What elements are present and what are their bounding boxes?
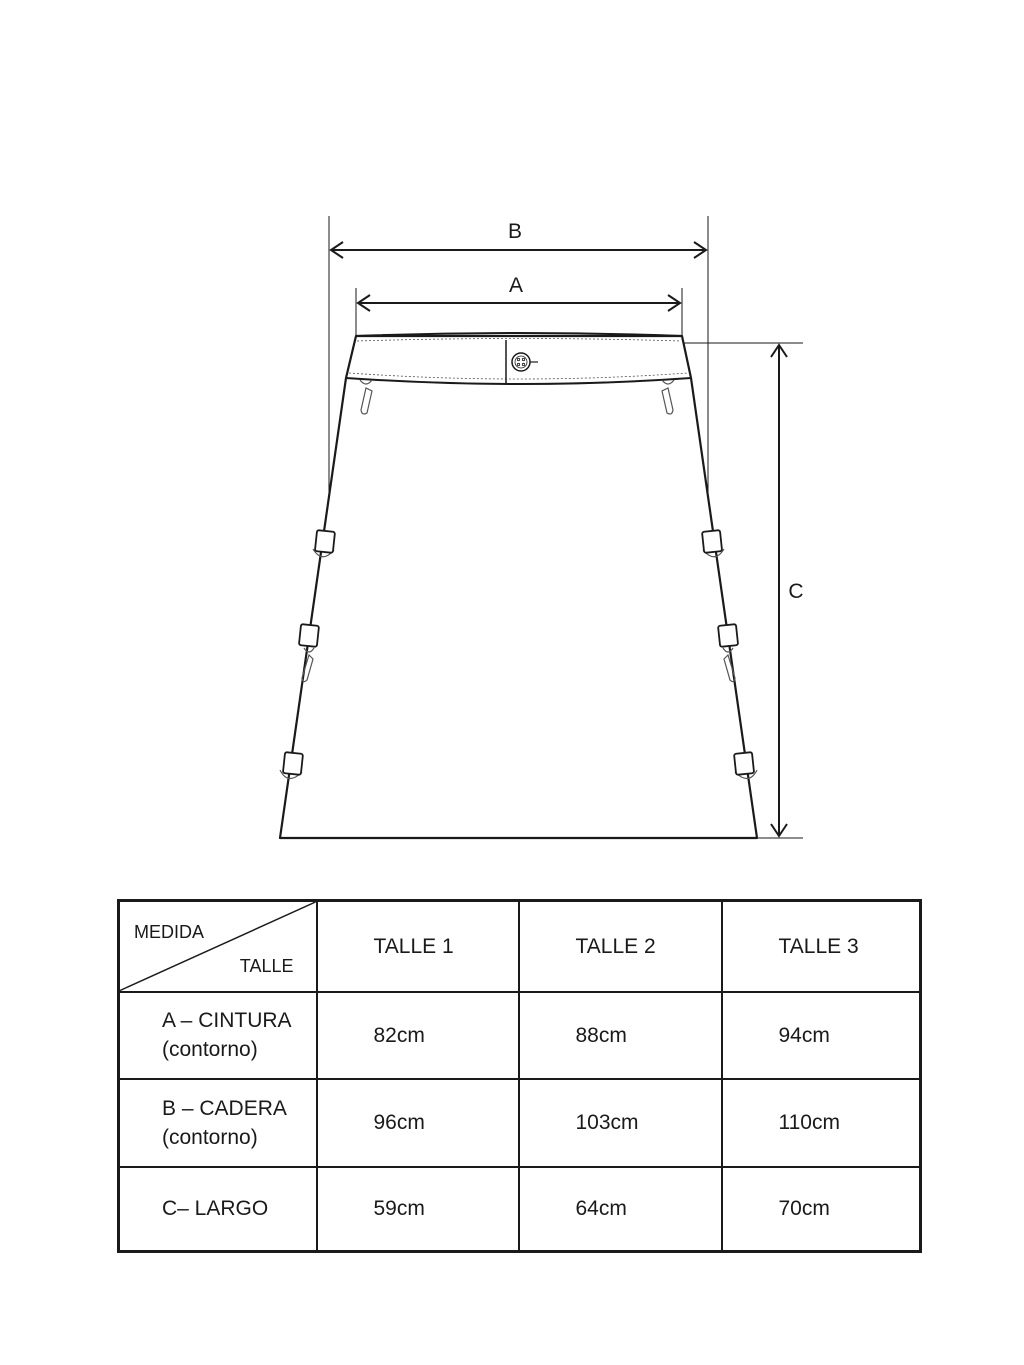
size-chart-table xyxy=(117,899,922,1253)
dimension-c-arrow xyxy=(771,345,787,836)
corner-cell xyxy=(119,901,317,992)
side-tab-icon-left-3 xyxy=(280,752,303,778)
corner-label-medida: MEDIDA xyxy=(134,922,205,942)
value-cell: 110cm xyxy=(722,1079,921,1167)
table-row xyxy=(119,1167,921,1252)
row-label-line: (contorno) xyxy=(162,1038,258,1061)
side-tab-icon-right-1 xyxy=(702,530,724,557)
value-cell: 88cm xyxy=(519,992,722,1079)
dimension-b-arrow xyxy=(331,242,706,258)
row-label-line: (contorno) xyxy=(162,1125,258,1149)
header-talle-3: TALLE 3 xyxy=(722,901,921,992)
dimension-a-label: A xyxy=(508,274,524,297)
row-label-line: A – CINTURA xyxy=(162,1009,292,1032)
table-header-row xyxy=(119,901,921,992)
skirt-outline xyxy=(280,336,757,838)
value-cell: 70cm xyxy=(722,1167,921,1252)
dimension-a-arrow xyxy=(358,295,680,311)
header-talle-2: TALLE 2 xyxy=(519,901,722,992)
corner-label-talle: TALLE xyxy=(239,955,294,976)
row-label-line: B – CADERA xyxy=(162,1096,287,1120)
dimension-b-label: B xyxy=(507,220,523,243)
row-label-cintura xyxy=(119,992,317,1079)
value-cell: 82cm xyxy=(317,992,519,1079)
table-row xyxy=(119,1079,921,1167)
dimension-c-label: C xyxy=(788,580,804,603)
row-label-cadera xyxy=(119,1079,317,1167)
side-tab-icon-left-1 xyxy=(313,530,335,557)
value-cell: 103cm xyxy=(519,1079,722,1167)
row-label-largo: C– LARGO xyxy=(119,1167,317,1252)
table-row xyxy=(119,992,921,1079)
side-tab-icon-right-3 xyxy=(734,752,757,778)
value-cell: 96cm xyxy=(317,1079,519,1167)
value-cell: 59cm xyxy=(317,1167,519,1252)
value-cell: 94cm xyxy=(722,992,921,1079)
value-cell: 64cm xyxy=(519,1167,722,1252)
header-talle-1: TALLE 1 xyxy=(317,901,519,992)
